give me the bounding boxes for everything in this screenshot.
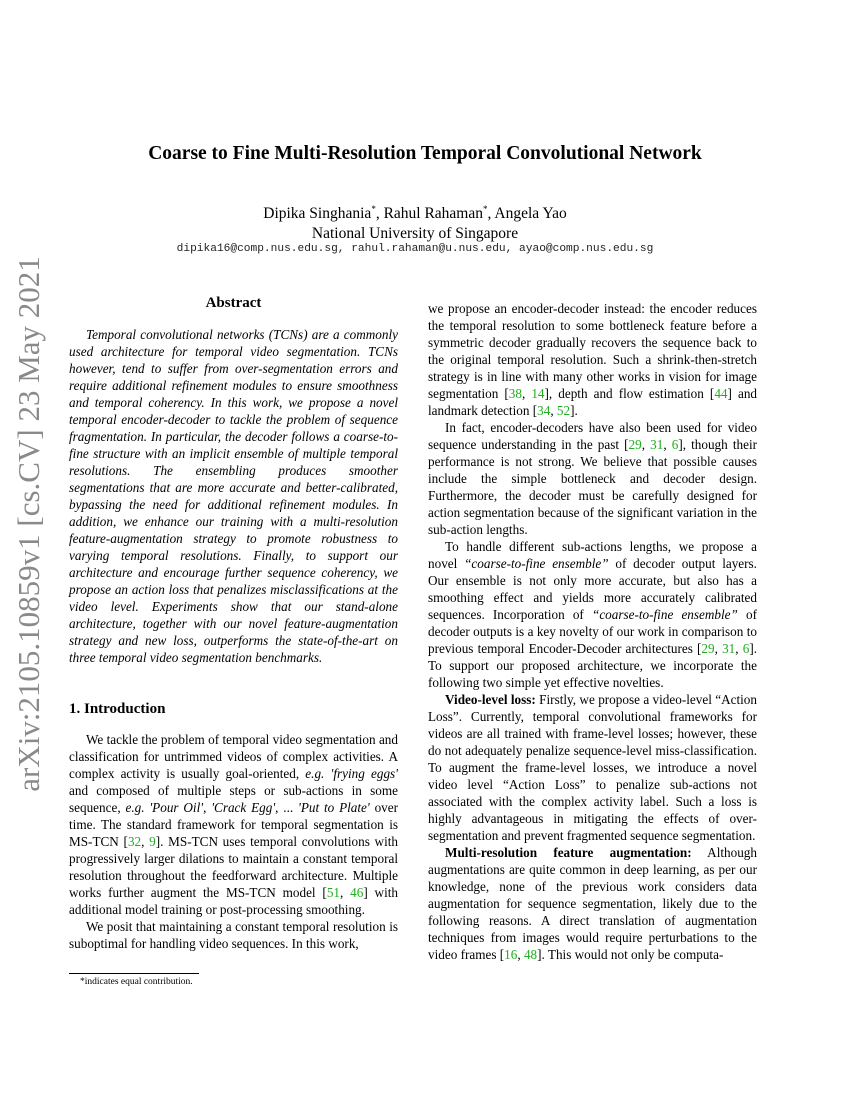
left-column bbox=[69, 295, 398, 952]
footnote-rule bbox=[69, 973, 199, 974]
citation-link[interactable]: 29 bbox=[628, 437, 642, 452]
citation-link[interactable]: 31 bbox=[650, 437, 664, 452]
right-paragraph-4: Video-level loss: Firstly, we propose a video-level “Action Loss”. Currently, temporal convolutional frameworks for videos are all trained with frame-level losses; however, these do not adequately penalize sequence-level miss-classification. To augment the frame-level losses, we introduce a novel video level “Action Loss” to penalize sub-actions not associated with the complex activity label. Such a loss is highly advantageous in mitigating the effects of over-segmentation and prevent fragmented sequence segmentation. bbox=[428, 692, 757, 843]
right-paragraph-3: To handle different sub-actions lengths, we propose a novel “coarse-to-fine ensemble” of decoder output layers. Our ensemble is not only more accurate, but also has a smoothing effect and yields more accurately calibrated sequences. Incorporation of “coarse-to-fine ensemble” of decoder outputs is a key novelty of our work in comparison to previous temporal Encoder-Decoder architectures [29, 31, 6]. To support our proposed architecture, we incorporate the following two simple yet effective novelties. bbox=[428, 539, 758, 690]
citation-link[interactable]: 38 bbox=[508, 386, 522, 401]
equal-contribution-mark: * bbox=[483, 204, 488, 214]
paper-title: Coarse to Fine Multi-Resolution Temporal Convolutional Network bbox=[148, 143, 702, 164]
citation-link[interactable]: 14 bbox=[531, 386, 545, 401]
equal-contribution-mark: * bbox=[371, 204, 376, 214]
author-2: Rahul Rahaman bbox=[383, 205, 483, 223]
footnote: *indicates equal contribution. bbox=[80, 977, 193, 987]
paragraph-heading-video-loss: Video-level loss: bbox=[445, 692, 536, 707]
introduction-heading: 1. Introduction bbox=[69, 701, 166, 717]
intro-paragraph-1: We tackle the problem of temporal video segmentation and classification for untrimmed videos of complex activities. A complex activity is usually goal-oriented, e.g. 'frying eggs' and composed of multiple steps or sub-actions in some sequence, e.g. 'Pour Oil', 'Crack Egg', ... 'Put to Plate' over time. The standard framework for temporal segmentation is MS-TCN [32, 9]. MS-TCN uses temporal convolutions with progressively larger dilations to maintain a constant temporal resolution throughout the feedforward architecture. Multiple works further augment the MS-TCN model [51, 46] with additional model training or post-processing smoothing. bbox=[69, 732, 399, 917]
arxiv-watermark: arXiv:2105.10859v1 [cs.CV] 23 May 2021 bbox=[11, 256, 46, 792]
affiliation: National University of Singapore bbox=[311, 225, 519, 243]
citation-link[interactable]: 6 bbox=[671, 437, 679, 452]
citation-link[interactable]: 32 bbox=[127, 834, 142, 849]
citation-link[interactable]: 52 bbox=[556, 403, 571, 418]
citation-link[interactable]: 31 bbox=[722, 641, 736, 656]
author-1: Dipika Singhania bbox=[263, 205, 372, 223]
right-paragraph-2: In fact, encoder-decoders have also been used for video sequence understanding in the past [29, 31, 6], though their performance is not strong. We believe that possible causes include the simple bottleneck and decoder design. Furthermore, the decoder must be carefully designed for action segmentation because of the significant variation in the sub-action lengths. bbox=[428, 420, 758, 537]
paragraph-heading-feature-augmentation: Multi-resolution feature augmentation: bbox=[445, 845, 692, 860]
citation-link[interactable]: 6 bbox=[742, 641, 750, 656]
abstract-text: Temporal convolutional networks (TCNs) are a commonly used architecture for temporal video segmentation. TCNs however, tend to suffer from over-segmentation errors and require additional refinement modules to ensure smoothness and temporal coherency. In this work, we propose a novel temporal encoder-decoder to tackle the problem of sequence fragmentation. In particular, the decoder follows a coarse-to-fine structure with an implicit ensemble of multiple temporal resolutions. The ensembling produces smoother segmentations that are more accurate and better-calibrated, bypassing the need for additional refinement modules. In addition, we enhance our training with a multi-resolution feature-augmentation strategy to promote robustness to varying temporal resolutions. Finally, to support our architecture and encourage further sequence coherency, we propose an action loss that penalizes misclassifications at the video level. Experiments show that our stand-alone architecture, together with our novel feature-augmentation strategy and new loss, outperforms the state-of-the-art on three temporal video segmentation benchmarks. bbox=[69, 327, 398, 665]
right-paragraph-1: we propose an encoder-decoder instead: the encoder reduces the temporal resolution to some bottleneck feature before a symmetric decoder gradually recovers the sequence back to the original temporal resolution. Such a shrink-then-stretch strategy is in line with many other works in vision for image segmentation [38, 14], depth and flow estimation [44] and landmark detection [34, 52]. bbox=[428, 301, 758, 418]
abstract-heading: Abstract bbox=[205, 295, 262, 311]
citation-link[interactable]: 44 bbox=[714, 386, 728, 401]
citation-link[interactable]: 34 bbox=[537, 403, 551, 418]
citation-link[interactable]: 46 bbox=[350, 885, 364, 900]
citation-link[interactable]: 9 bbox=[149, 834, 156, 849]
author-3: Angela Yao bbox=[494, 205, 567, 223]
citation-link[interactable]: 16 bbox=[504, 947, 518, 962]
right-column bbox=[428, 300, 757, 963]
citation-link[interactable]: 51 bbox=[326, 885, 340, 900]
right-paragraph-5: Multi-resolution feature augmentation: Although augmentations are quite common in deep learning, as per our knowledge, none of the previous work considers data augmentation for sequence segmentation, likely due to the following reasons. A direct translation of augmentation techniques from images would require perturbations to the video frames [16, 48]. This would not only be computa- bbox=[428, 845, 757, 962]
author-emails: dipika16@comp.nus.edu.sg, rahul.rahaman@u.nus.edu, ayao@comp.nus.edu.sg bbox=[176, 243, 654, 255]
author-block: Dipika Singhania*, Rahul Rahaman*, Angela Yao National University of Singapore bbox=[0, 199, 830, 244]
intro-paragraph-2: We posit that maintaining a constant temporal resolution is suboptimal for handling video sequences. In this work, bbox=[69, 919, 398, 951]
citation-link[interactable]: 48 bbox=[523, 947, 538, 962]
citation-link[interactable]: 29 bbox=[701, 641, 715, 656]
